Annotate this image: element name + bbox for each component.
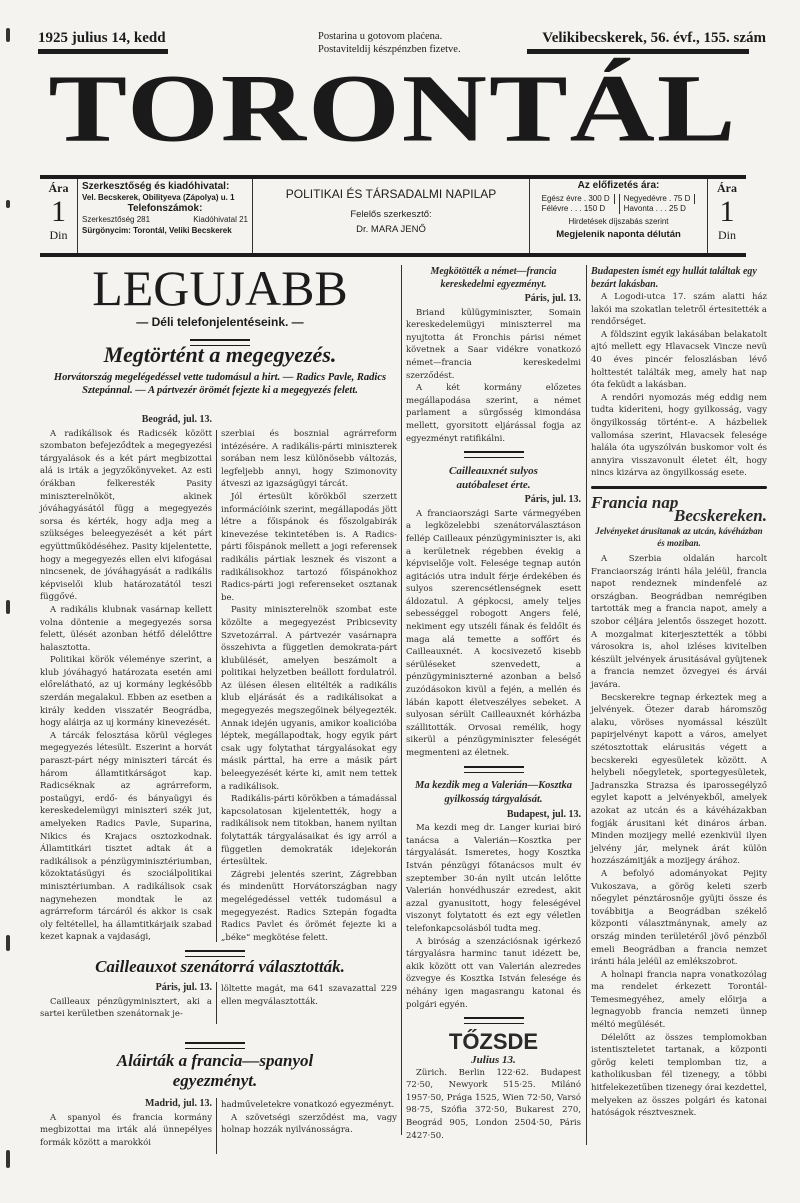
- lead-dateline: Beográd, jul. 13.: [141, 414, 212, 425]
- exchange-title: TŐZSDE: [448, 1029, 539, 1055]
- divider: [185, 950, 245, 957]
- column-divider: [216, 1098, 217, 1154]
- office-title: Szerkesztőség és kiadóhivatal:: [82, 181, 230, 192]
- publishing-schedule: Megjelenik naponta délután: [556, 229, 681, 240]
- issue-underline: [527, 49, 749, 54]
- divider: [185, 1042, 245, 1049]
- divider: [591, 486, 767, 489]
- spanish-column-2: [221, 1099, 397, 1137]
- editor-label: Felelős szerkesztő:: [350, 209, 432, 220]
- spanish-dateline: Madrid, jul. 13.: [145, 1098, 212, 1109]
- page-edge-mark: [6, 600, 10, 614]
- french-day-headline-2: Becskereken.: [673, 505, 767, 525]
- paper-tagline-block: [253, 179, 530, 253]
- postal-line-2: Postaviteldij készpénzben fizetve.: [318, 44, 461, 55]
- spanish-column-1: [40, 1096, 212, 1149]
- paragraph: Radikális-párti körökben a támadással kapcsolatosan kijelentették, hogy a radikálisok nem titokban, hanem nyiltan folytatták tárgyalásaikat és igy arról a független demokraták idejekorán értesültek.: [221, 794, 397, 868]
- section-subtitle: — Déli telefonjelentéseink. —: [136, 315, 304, 329]
- telegram-address: Sürgönycim: Torontál, Veliki Becskerek: [82, 226, 232, 235]
- lead-column-2: [221, 428, 397, 944]
- paragraph: A radikálisok és Radicsék között szombaton befejeződtek a megegyezési tárgyalások és a két párt megbizottai alá is irták a jegyzőkönyveket. Az esti órákban felkeresték Pasity miniszterelnököt, akinek jóváhagyásától függ a megegyezés sorsa és kérték, hogy adja meg a szükséges beleegyezését a két párt együttműködéséhez. Pasity kijelentette, hogy a megegyezés ellen elvi kifogásai nincsenek, de jóváhagyását a radikális képviselői klub határozatától teszi függővé.: [40, 428, 212, 603]
- phone-publisher: Kiadóhivatal 21: [193, 215, 248, 224]
- caillaux-dateline: Páris, jul. 13.: [155, 982, 212, 993]
- info-bar: [40, 175, 746, 257]
- caillaux-column-2: [221, 983, 397, 1008]
- paragraph: A biróság a szenzációsnak igérkező tárgyalásra harminc tanut idézett be, akik között ott van Valerián alezredes özvegye és Kosztka István felesége és néhány igen magasrangu katonai és polgári egyén.: [406, 936, 581, 1010]
- subscription-info: [530, 179, 708, 253]
- accident-headline: Cailleauxnét sulyos autóbaleset érte.: [449, 465, 538, 492]
- paragraph: A Logodi-utca 17. szám alatti ház lakói ma szokatlan teletről értesitették a rendőrséget.: [591, 292, 767, 328]
- paragraph: A Szerbia oldalán harcolt Franciaország iránti hála jeléül, francia napot rendeznek mindenfelé az országban. Beográdban nemrégiben tartották meg a francia napot, amely a szobor céljára jelentős összeget hozott. A mozgalmat kiterjesztették a többi városokra is, ahol izléses kivitelben készült jelvények árusitásával gyüjtenek a francia nemzet özvegyei és árvái javára.: [591, 554, 767, 691]
- paragraph: A spanyol és francia kormány megbizottai ma irták alá ünnepélyes formák között a marokkói: [40, 1112, 212, 1148]
- subs-quarter: Negyedévre . 75 D: [624, 194, 696, 204]
- spanish-headline: Aláirták a francia—spanyol egyezményt.: [116, 1051, 314, 1090]
- paragraph: szerbiai és bosznial agrárreform intézésére. A radikális-párti miniszterek sorában nem lesz különösebb változás, legfeljebb annyi, hogy Szimonovity átveszi az igazságügyi tárcát.: [221, 429, 397, 490]
- subs-half: Félévre . . . 150 D: [541, 204, 606, 213]
- lead-subheadline: Horvátország megelégedéssel vette tudomásul a hirt. — Radics Pavle, Radics Sztepánnal. — A pártvezér örömét fejezte ki a megegyezés felett.: [53, 372, 387, 396]
- column-divider: [216, 982, 217, 1024]
- ads-info: Hirdetések díjszabás szerint: [568, 217, 669, 226]
- divider: [464, 1017, 524, 1024]
- german-french-headline: Megkötötték a német—francia kereskedelmi egyezményt.: [430, 266, 557, 290]
- paper-tagline: POLITIKAI ÉS TÁRSADALMI NAPILAP: [285, 187, 497, 201]
- paragraph: A két kormány előzetes megállapodása szerint, a német parlament a sürgősség kimondása mellett, gyorsitott eljárással fogja az egyezményt ratifikálni.: [406, 383, 581, 444]
- issue-number: Velikibecskerek, 56. évf., 155. szám: [542, 30, 766, 46]
- editor-name: Dr. MARA JENŐ: [356, 224, 426, 235]
- paragraph: Délelőtt az összes templomokban istentiszteletet tartanak, a központi görög keleti templomban tiz, a katholikusban fél tizenegy, a többi hitfelekezetűben tizenegy órai kezdettel, melyeken az összes polgári és katonai hatóságok résztvesznek.: [591, 1032, 767, 1119]
- office-info: [78, 179, 253, 253]
- paragraph: A szövetségi szerződést ma, vagy holnap hozzák nyilvánosságra.: [221, 1112, 397, 1136]
- right-column: [591, 265, 767, 1120]
- price-label: Ára: [717, 181, 737, 195]
- price-left: [40, 179, 78, 253]
- paragraph: A befolyó adományokat Pejity Vukoszava, a görög keleti szerb nőegylet pénztárosnője gyüjti össze és továbbitja a Beográdban székelő központi választmánynak, amely az ország minden területéről jövő pénzből emeli Beográdban a francia nemzet iránti hála jeléül az emlékszobrot.: [591, 868, 767, 968]
- caillaux-column-1: [40, 980, 212, 1021]
- issue-date: 1925 julius 14, kedd: [38, 30, 166, 46]
- trial-headline: Ma kezdik meg a Valerián—Kosztka gyilkosság tárgyalását.: [415, 779, 572, 805]
- paragraph: Ma kezdi meg dr. Langer kuriai biró tanácsa a Valerián—Kosztka per tárgyalását. Ismeretes, hogy Kosztka István pénzügyi főtanácsos mult év szeptember 30-án nyilt utcán lelőtte Valerián honvédhuszár ezredest, akit azzal gyanusitott, hogy feleségével viszonyt folytatott és ezt egy véletlen telefonkapcsolásból tudta meg.: [406, 823, 581, 934]
- paragraph: Pasity miniszterelnök szombat este közölte a megegyezést Pribicsevity Szvetozárral. A pártvezér vasárnapra összehivta a független demokrata-párt klubülését, amelyen beszámolt a politikai helyzetben beállott fordulatról. Az ülésen élesen elitélték a radikális klub eljárását és a radikálisokat a megegyezés megszegőinek bélyegezték. Annak idején ugyanis, amikor koalicióba léptek, megállapodtak, hogy egyik párt csak ugy folytathat tárgyalásokat egy másik párttal, ha erre a másik párt beleegyezését kérte ki, amit nem tettek a radikálisok.: [221, 605, 397, 792]
- page-edge-mark: [6, 200, 10, 208]
- paragraph: löltette magát, ma 641 szavazattal 229 ellen megválasztották.: [221, 984, 397, 1007]
- french-day-headline-1: Francia nap: [591, 492, 679, 512]
- column-divider: [216, 430, 217, 942]
- page-edge-mark: [6, 28, 10, 42]
- paragraph: A holnapi francia napra vonatkozólag ma rendelet érkezett Torontál-Temesmegyéhez, amely előirja a legnagyobb francia nemzeti ünnep méltó megülését.: [591, 969, 767, 1031]
- divider: [464, 766, 524, 773]
- paragraph: Politikai körök véleménye szerint, a klub jóváhagyó határozata esetén ami előrelátható, az uj kormány legkésőbb szerdán megalakul. Ebben az esetben a király kedden visszatér Beográdba, hogy aláirja az uj kormány kinevezését.: [40, 655, 212, 729]
- price-unit: Din: [49, 228, 68, 242]
- paragraph: Briand külügyminiszter, Somain kereskedelemügyi miniszterrel ma nyujtotta át Fronchis párisi német követnek a Saar vidékre vonatkozó német—francia kereskedelmi szerződést.: [406, 307, 581, 381]
- paragraph: hadműveletekre vonatkozó egyezményt.: [221, 1100, 395, 1110]
- column-divider: [586, 265, 587, 1145]
- paragraph: Zágrebi jelentés szerint, Zágrebban és mindenütt Horvátországban nagy megelégedéssel vették tudomásul a megegyezést. Radics Sztepán fogadta Radics Pavlet és örömét fejezte ki a „béke“ megkötése felett.: [221, 869, 397, 943]
- dateline: Páris, jul. 13.: [524, 293, 581, 304]
- column-divider: [401, 265, 402, 1135]
- masthead-title: TORONTÁL: [48, 54, 738, 162]
- lead-column-1: [40, 412, 212, 944]
- paragraph: A franciaországi Sarte vármegyében a legközelebbi szenátorválasztáson fellép Cailleaux pénzügyminiszter is, aki a kerületnek régebben évekig a képviselője volt. Felesége tegnap autón agitációs utra indult férje érdekében és sulyos szerencsétlenségnek esett áldozatul. A gépkocsi, amely teljes sebességgel robogott Angers felé, nekiment egy utszéli fának és feldőlt és maga alá temette a soffőrt és Cailleauxnét. A kocsivezető kisebb sérüléseket szenvedett, a pénzügyminiszterné azonban a belső zuzódásokon kivül a fején, a mellén és lábán kapott életveszélyes sebeket. A sulyosan sérült Cailleauxnét kórházba szállitották. Orvosai remélik, hogy sikerül a pénzügyminiszter feleségét megmenteni az életnek.: [406, 508, 581, 758]
- postal-line-1: Postarina u gotovom plaćena.: [318, 31, 443, 42]
- office-address: Vel. Becskerek, Obilityeva (Zápolya) u. 1: [82, 193, 235, 202]
- section-title: LEGUJABB: [92, 260, 348, 316]
- paragraph: A radikális klubnak vasárnap kellett volna döntenie a megegyezés sorsa felett, ülését azonban hétfő délelőttre halasztotta.: [40, 604, 212, 653]
- page-edge-mark: [6, 1150, 10, 1168]
- price-value: 1: [51, 195, 66, 228]
- subs-title: Az előfizetés ára:: [577, 180, 660, 191]
- french-day-subheadline: Jelvényeket árusitanak az utcán, kávéházban és moziban.: [595, 526, 763, 549]
- dateline: Páris, jul. 13.: [524, 494, 581, 506]
- paragraph: A tárcák felosztása körül végleges megegyezés létesült. Eszerint a horvát paraszt-párt négy miniszteri tárcát és három államtitkárságot kap. Radicséknak az agrárreform, postaügyi, erdő- és bányaügyi és kereskedelemügyi miniszteri szék jut, amelyeken Radics Pavle, Suparina, Nikics és Krajacs osztozkodnak. Államtitkári tisztet adtak át a radikálisok a pénzügyminisztériumban, közoktatásügyi és szociálpolitikai minisztériumban. A radikálisok csak nagynehezen mondtak le az agrárreform tárcáról és akkor is csak oly feltétellel, ha államtitkárjaik szabad kezet kapnak a vajdasági,: [40, 730, 212, 943]
- middle-column: [406, 265, 581, 1142]
- paragraph: A rendőri nyomozás még eddig nem tudta kideriteni, hogy gyilkosság, vagy öngyilkosság történt-e. A házbeliek vallomása szerint, Hlavacsek felesége halála óta ugyszólván buskomor volt és annyira visszavonult életet élt, hogy nincs kizárva az öngyilkosság esete.: [591, 392, 767, 479]
- price-right: [708, 179, 746, 253]
- exchange-date: Julius 13.: [471, 1054, 516, 1067]
- paragraph: Jól értesült körökből szerzett informácíóink szerint, megállapodás jött létre a főispánok és főszolgabirák kinevezése tekintetében is. A Radics-párti főispánok mellett a jogi referensek radikális pártiak lesznek és viszont a radikálisokhoz tartozó főispánokhoz Radics-párti jogi referenseket osztanak be.: [221, 491, 397, 603]
- subs-month: Havonta . . . 25 D: [623, 204, 686, 213]
- exchange-rates: Zürich. Berlin 122·62. Budapest 72·50, Newyork 515·25. Milánó 1957·50, Prága 1525, Wien 72·50, Varsó 98·75, Szófia 372·50, Bukarest 270, Beográd 905, London 2504·50, Páris 2427·50.: [406, 1067, 581, 1141]
- date-underline: [38, 49, 168, 54]
- phone-editorial: Szerkesztőség 281: [82, 215, 151, 224]
- page-edge-mark: [6, 935, 10, 951]
- phones-title: Telefonszámok:: [127, 203, 203, 214]
- price-label: Ára: [48, 181, 69, 195]
- subs-year: Egész évre . 300 D: [542, 194, 615, 204]
- divider: [464, 451, 524, 458]
- postal-notice: [318, 30, 461, 56]
- paragraph: Cailleaux pénzügyminisztert, aki a sartei kerületben szenátornak je-: [40, 996, 212, 1020]
- price-unit: Din: [718, 228, 736, 242]
- paragraph: Becskerekre tegnap érkeztek meg a jelvények. Ötezer darab háromszög alaku, vöröses nyomással készült papirjelvényt kapott a város, amelyet szétosztottak elárusitás végett a becskereki egyesületek között. A helybeli nőegyletek, sportegyesületek, Jadranszka Strazsa és iparossegélyző egylet kapott a jelvényekből, amelyek azokat az utcán és a kávéházakban fogják árusitani két dináros árban. Minden mozijegy mellé ezenkivül ilyen jelvény jár, melynek árát külön hozzászámitják a mozijegy árához.: [591, 692, 767, 867]
- caillaux-headline: Cailleauxot szenátorrá választották.: [95, 957, 345, 976]
- corpse-headline: Budapesten ismét egy hullát találtak egy bezárt lakásban.: [591, 266, 757, 290]
- paragraph: A földszint egyik lakásában belakatolt ajtó mellett egy Hlavacsek Vincze nevü 40 éves pincér feloszlásban lévő holttestét találták meg, amely hat nap óta feküdt a lakásban.: [591, 329, 767, 391]
- lead-headline: Megtörtént a megegyezés.: [103, 342, 337, 367]
- dateline: Budapest, jul. 13.: [506, 808, 581, 820]
- price-value: 1: [719, 195, 735, 228]
